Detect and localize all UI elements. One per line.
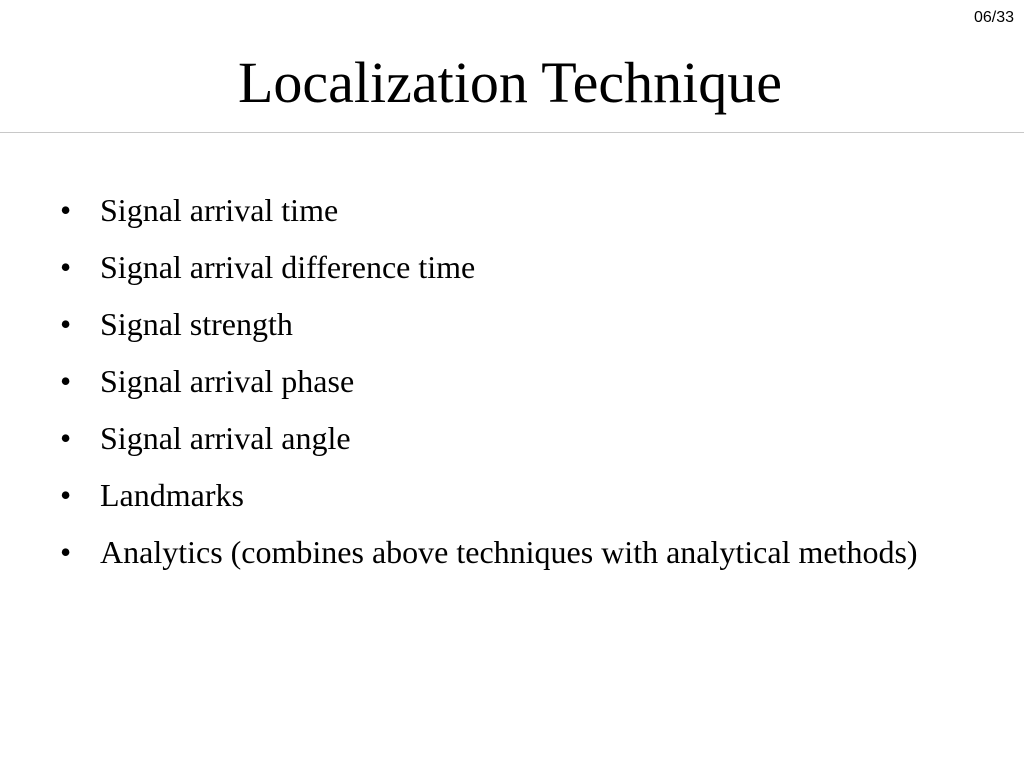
- bullet-item: [60, 190, 980, 230]
- bullet-text: Signal arrival difference time: [100, 249, 476, 285]
- bullet-text: Signal strength: [100, 306, 293, 342]
- bullet-dot-icon: •: [60, 192, 72, 228]
- bullet-item: [60, 418, 980, 458]
- bullet-dot-icon: •: [60, 306, 72, 342]
- bullet-list: [60, 190, 980, 589]
- bullet-text: Analytics (combines above techniques with analytical methods): [100, 534, 918, 570]
- bullet-item: [60, 304, 980, 344]
- bullet-dot-icon: •: [60, 249, 72, 285]
- bullet-item: [60, 247, 980, 287]
- bullet-dot-icon: •: [60, 420, 72, 456]
- bullet-text: Signal arrival angle: [100, 420, 351, 456]
- slide-title: Localization Technique: [237, 50, 783, 115]
- bullet-text: Landmarks: [100, 477, 244, 513]
- bullet-item: [60, 475, 980, 515]
- page-number: 06/33: [973, 9, 1014, 26]
- bullet-dot-icon: •: [60, 363, 72, 399]
- bullet-item: [60, 361, 980, 401]
- title-divider: [0, 132, 1024, 133]
- bullet-dot-icon: •: [60, 534, 72, 570]
- bullet-text: Signal arrival time: [100, 192, 339, 228]
- bullet-item: [60, 532, 980, 572]
- bullet-dot-icon: •: [60, 477, 72, 513]
- bullet-text: Signal arrival phase: [100, 363, 355, 399]
